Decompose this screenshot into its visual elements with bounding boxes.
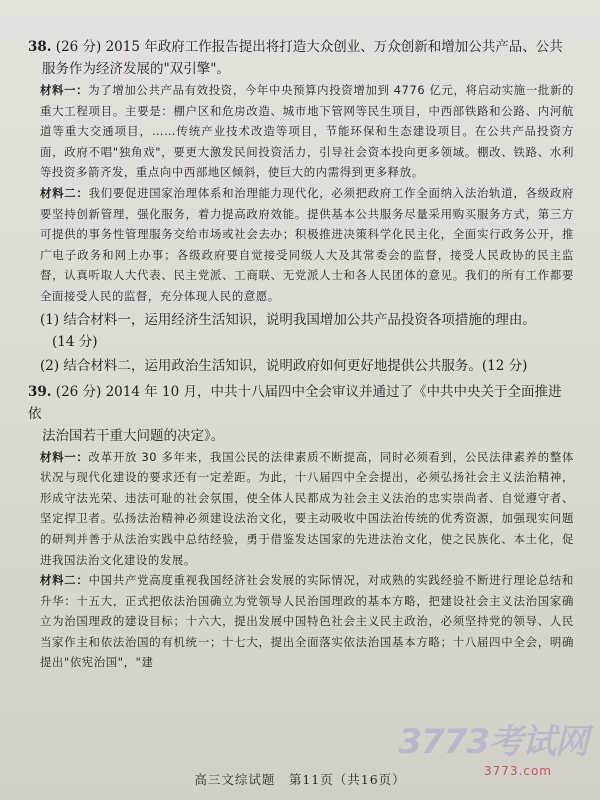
question-38-subquestion-2: (2) 结合材料二，运用政治生活知识，说明政府如何更好地提供公共服务。(12 分)	[40, 357, 528, 374]
watermark-url: 3773.com	[484, 764, 552, 778]
question-39-stem	[28, 381, 574, 447]
question-38-stem	[28, 36, 574, 80]
page-footer: 高三文综试题 第11页（共16页）	[194, 772, 406, 787]
material-text: 改革开放 30 多年来，我国公民的法律素质不断提高，同时必须看到，公民法律素养的整体状况与现代化建设的要求还有一定差距。为此，十八届四中全会提出，必须弘扬社会主义法治精神，形成守法光荣、违法可耻的社会氛围，使全体人民都成为社会主义法治的忠实崇尚者、自觉遵守者、坚定捍卫者。弘扬法治精神必须建设法治文化，要主动吸收中国法治传统的优秀资源，加强现实问题的研判并善于从法治实践中总结经验，勇于借鉴发达国家的先进法治文化，使之民族化、本土化，促进我国法治文化建设的发展。	[40, 449, 574, 567]
question-38-material-2	[40, 183, 574, 307]
question-38-number: 38.	[28, 39, 52, 55]
question-38-stem-line1: (26 分) 2015 年政府工作报告提出将打造大众创业、万众创新和增加公共产品、公共	[55, 39, 563, 55]
subquestion-1-score: (14 分)	[52, 333, 98, 350]
watermark-logo-text: 3773考试网	[398, 722, 588, 762]
question-39-material-2	[40, 570, 574, 673]
question-38-subquestion-1	[40, 309, 574, 353]
question-39-number: 39.	[28, 383, 52, 400]
material-text: 我们要促进国家治理体系和治理能力现代化，必须把政府工作全面纳入法治轨道，各级政府要坚持创新管理，强化服务，着力提高政府效能。提供基本公共服务尽量采用购买服务方式，第三方可提供的事务性管理服务交给市场或社会去办；积极推进决策科学化民主化，全面实行政务公开，推广电子政务和网上办事；各级政府要自觉接受同级人大及其常委会的监督，接受人民政协的民主监督，认真听取人大代表、民主党派、工商联、无党派人士和各人民团体的意见。我们的所有工作都要全面接受人民的监督，充分体现人民的意愿。	[40, 185, 574, 303]
question-39	[28, 381, 574, 674]
question-38-stem-line2: 服务作为经济发展的"双引擎"。	[42, 61, 230, 77]
material-text: 为了增加公共产品有效投资，今年中央预算内投资增加到 4776 亿元，将启动实施一批新的重大工程项目。主要是：棚户区和危房改造、城市地下管网等民生项目，中西部铁路和公路、内河航道等重大交通项目，……传统产业技术改造等项目，节能环保和生态建设项目。在公共产品投资方面，政府不唱"独角戏"，要更大激发民间投资活力，引导社会资本投向更多领域。棚改、铁路、水利等投资多箭齐发，重点向中西部地区倾斜，使巨大的内需得到更多释放。	[40, 83, 574, 180]
material-label: 材料二：	[40, 573, 89, 588]
question-39-material-1	[40, 447, 574, 571]
page-content	[28, 36, 574, 673]
question-38	[28, 36, 574, 377]
material-label: 材料一：	[40, 449, 89, 464]
question-39-stem-line2: 法治国若干重大问题的决定》。	[42, 427, 225, 444]
material-label: 材料二：	[40, 185, 89, 200]
subquestion-1-line1: (1) 结合材料一，运用经济生活知识，说明我国增加公共产品投资各项措施的理由。	[40, 311, 536, 328]
question-39-stem-line1: (26 分) 2014 年 10 月，中共十八届四中全会审议并通过了《中共中央关于全面推进依	[28, 383, 562, 422]
material-label: 材料一：	[40, 83, 89, 97]
question-38-material-1	[40, 80, 574, 183]
material-text: 中国共产党高度重视我国经济社会发展的实际情况，对成熟的实践经验不断进行理论总结和升华：十五大，正式把依法治国确立为党领导人民治国理政的基本方略，把建设社会主义法治国家确立为治国理政的建设目标；十六大，提出发展中国特色社会主义民主政治，必须坚持党的领导、人民当家作主和依法治国的有机统一；十七大，提出全面落实依法治国基本方略；十八届四中全会，明确提出"依宪治国"，"建	[40, 573, 574, 670]
